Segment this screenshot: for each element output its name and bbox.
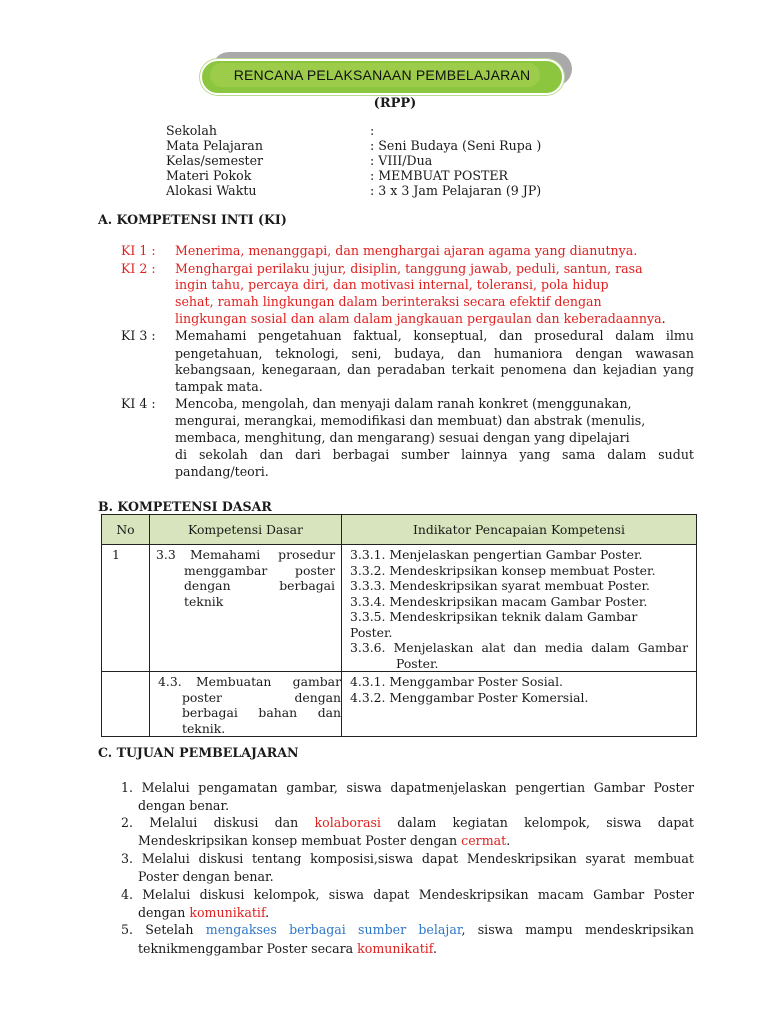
kd-text-first: Membuatan gambar — [196, 674, 341, 689]
indicator-item: 3.3.2. Mendeskripsikan konsep membuat Poster. — [350, 562, 656, 578]
ki2-text: sehat, ramah lingkungan dalam berinteraksi secara efektif dengan — [175, 294, 602, 309]
identity-value: : VIII/Dua — [370, 153, 433, 168]
table-header-indicator: Indikator Pencapaian Kompetensi — [342, 515, 697, 545]
section-a-heading: A. KOMPETENSI INTI (KI) — [98, 212, 287, 227]
objective-item: 1. Melalui pengamatan gambar, siswa dapatmenjelaskan pengertian Gambar Poster — [121, 780, 694, 795]
highlight-kolaborasi: kolaborasi — [314, 815, 381, 830]
ki4-text: pandang/teori. — [175, 464, 269, 479]
highlight-komunikatif: komunikatif — [189, 905, 266, 920]
identity-label: Kelas/semester — [166, 153, 264, 168]
kd-number: 4.3. — [158, 674, 182, 689]
identity-value: : — [370, 123, 375, 138]
section-c-heading: C. TUJUAN PEMBELAJARAN — [98, 745, 299, 760]
ki4-text: membaca, menghitung, dan mengarang) sesuai dengan yang dipelajari — [175, 430, 630, 445]
ki2-label: KI 2 : — [121, 261, 156, 276]
indicator-item: 3.3.4. Mendeskripsikan macam Gambar Poster. — [350, 593, 648, 609]
indicator-item: 3.3.3. Mendeskripsikan syarat membuat Poster. — [350, 578, 650, 593]
table-cell-kd — [150, 545, 342, 672]
ki1-text: Menerima, menanggapi, dan menghargai ajaran agama yang dianutnya. — [175, 243, 638, 258]
indicator-item: 3.3.5. Mendeskripsikan teknik dalam Gambar — [350, 609, 638, 624]
identity-value: : 3 x 3 Jam Pelajaran (9 JP) — [370, 183, 542, 198]
identity-value: : MEMBUAT POSTER — [370, 168, 509, 183]
table-header-kd: Kompetensi Dasar — [150, 515, 342, 545]
banner-title: RENCANA PELAKSANAAN PEMBELAJARAN — [233, 67, 531, 83]
table-header-row — [102, 515, 697, 545]
section-b-heading: B. KOMPETENSI DASAR — [98, 499, 272, 514]
kd-text: poster dengan — [182, 689, 341, 705]
indicator-item: 3.3.6. Menjelaskan alat dan media dalam Gambar — [350, 640, 688, 655]
kd-text: menggambar poster — [184, 562, 335, 578]
ki3-text: pengetahuan, teknologi, seni, budaya, dan humaniora dengan wawasan — [175, 346, 694, 361]
table-cell-no: 1 — [102, 545, 150, 672]
ki2-text-last: lingkungan sosial dan alam dalam jangkauan pergaulan dan keberadaannya. — [175, 311, 666, 326]
table-cell-no — [102, 672, 150, 737]
objective-item: 2. Melalui diskusi dan kolaborasi dalam kegiatan kelompok, siswa dapat — [121, 815, 694, 830]
objective-item-cont: dengan komunikatif. — [138, 905, 270, 920]
ki4-label: KI 4 : — [121, 396, 156, 411]
indicator-item: Poster. — [350, 624, 393, 640]
highlight-sumber-belajar: mengakses berbagai sumber belajar — [205, 922, 462, 937]
table-row — [102, 545, 697, 672]
indicator-item: 3.3.1. Menjelaskan pengertian Gambar Poster. — [350, 547, 643, 562]
highlight-komunikatif: komunikatif — [357, 941, 434, 956]
objective-item: 3. Melalui diskusi tentang komposisi,siswa dapat Mendeskripsikan syarat membuat — [121, 851, 694, 866]
ki4-text: mengurai, merangkai, memodifikasi dan membuat) dan abstrak (menulis, — [175, 413, 646, 428]
ki2-text: Menghargai perilaku jujur, disiplin, tanggung jawab, peduli, santun, rasa — [175, 261, 643, 276]
ki3-text: Memahami pengetahuan faktual, konseptual, dan prosedural dalam ilmu — [175, 328, 694, 343]
objective-item: 4. Melalui diskusi kelompok, siswa dapat Mendeskripsikan macam Gambar Poster — [121, 887, 694, 902]
ki3-text: kebangsaan, kenegaraan, dan peradaban terkait penomena dan kejadian yang — [175, 362, 694, 377]
ki4-text: di sekolah dan dari berbagai sumber lainnya yang sama dalam sudut — [175, 447, 694, 462]
ki2-text: ingin tahu, percaya diri, dan motivasi internal, toleransi, pola hidup — [175, 277, 609, 292]
indicator-item: Poster. — [396, 655, 439, 671]
kd-text-first: Memahami prosedur — [190, 547, 335, 562]
indicator-item: 4.3.1. Menggambar Poster Sosial. — [350, 674, 563, 689]
kd-text: dengan berbagai — [184, 578, 335, 593]
table-cell-kd — [150, 672, 342, 737]
document-subtitle: (RPP) — [373, 96, 417, 111]
objective-item-cont: Mendeskripsikan konsep membuat Poster dengan cermat. — [138, 833, 511, 848]
identity-label: Mata Pelajaran — [166, 138, 263, 153]
kompetensi-dasar-table — [101, 514, 697, 737]
ki3-text: tampak mata. — [175, 379, 263, 394]
identity-value: : Seni Budaya (Seni Rupa ) — [370, 138, 542, 153]
ki4-text: Mencoba, mengolah, dan menyaji dalam ranah konkret (menggunakan, — [175, 396, 632, 411]
identity-label: Materi Pokok — [166, 168, 252, 183]
ki1-label: KI 1 : — [121, 243, 156, 258]
objective-item-cont: Poster dengan benar. — [138, 869, 274, 884]
highlight-cermat: cermat — [461, 833, 507, 848]
objective-item: 5. Setelah mengakses berbagai sumber belajar, siswa mampu mendeskripsikan — [121, 922, 694, 937]
table-cell-indicators — [342, 545, 697, 672]
ki3-label: KI 3 : — [121, 328, 156, 343]
objective-item-cont: teknikmenggambar Poster secara komunikatif. — [138, 941, 438, 956]
table-row — [102, 672, 697, 737]
table-cell-indicators — [342, 672, 697, 737]
kd-text: teknik. — [182, 720, 226, 736]
kd-number: 3.3 — [156, 547, 176, 562]
objective-item-cont: dengan benar. — [138, 798, 230, 813]
identity-label: Sekolah — [166, 123, 217, 138]
identity-label: Alokasi Waktu — [166, 183, 257, 198]
indicator-item: 4.3.2. Menggambar Poster Komersial. — [350, 689, 589, 705]
table-header-no: No — [102, 515, 150, 545]
kd-text: teknik — [184, 593, 224, 609]
kd-text: berbagai bahan dan — [182, 705, 341, 720]
